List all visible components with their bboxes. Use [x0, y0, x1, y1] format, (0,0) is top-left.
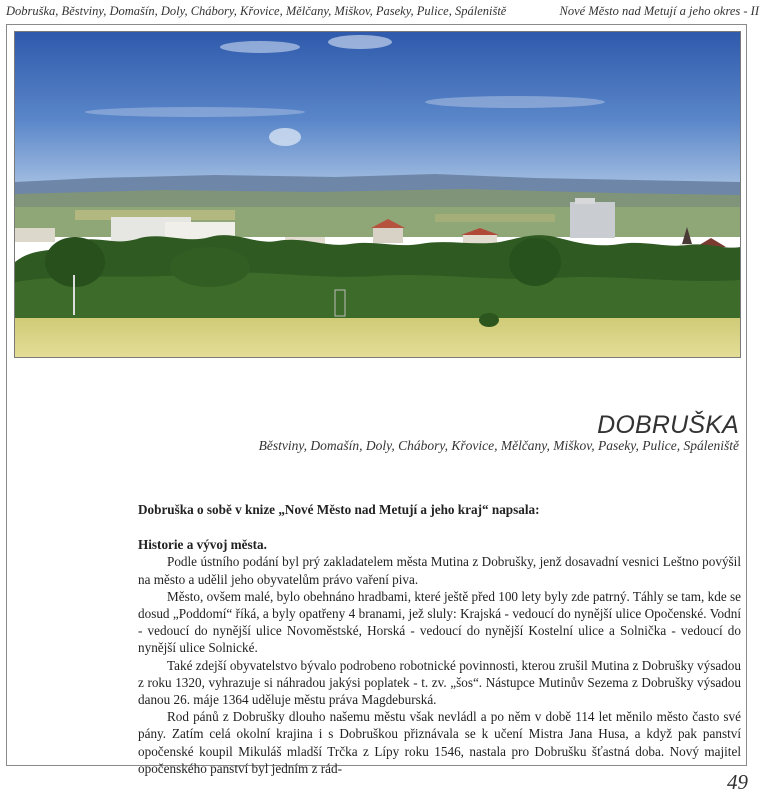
page-subtitle: Běstviny, Domašín, Doly, Chábory, Křovice, Mělčany, Miškov, Paseky, Pulice, Spáleniště	[258, 438, 739, 453]
running-header-left: Dobruška, Běstviny, Domašín, Doly, Chábory, Křovice, Mělčany, Miškov, Paseky, Pulice, Spáleniště	[6, 4, 507, 18]
lead-paragraph: Dobruška o sobě v knize „Nové Město nad Metují a jeho kraj“ napsala:	[138, 502, 540, 517]
running-header-right: Nové Město nad Metují a jeho okres - II	[559, 4, 759, 18]
landscape-photo	[14, 31, 741, 358]
page-title: DOBRUŠKA	[597, 411, 739, 439]
body-paragraph-3: Také zdejší obyvatelstvo bývalo podrobeno robotnické povinnosti, kterou zrušil Mutina z Dobrušky výsadou z roku 1320, vyhrazuje si náhradou jakýsi poplatek - t. zv. „šos“. Nástupce Mutinův Sezema z Dobrušky výsadou danou 26. máje 1364 uděluje městu práva Magdeburská.	[138, 657, 741, 708]
body-paragraph-2: Město, ovšem malé, bylo obehnáno hradbami, které ještě před 100 lety byly zde patrný. Táhly se tam, kde se dosud „Poddomí“ říká, a byly opatřeny 4 branami, jež sluly: Krajská - vedoucí do nynější ulice Opočenské. Vodní - vedoucí do nynější ulice Novoměstské, Horská - vedoucí do nynější Kostelní ulice a Solnička - vedoucí do nynější ulice Solnické.	[138, 588, 741, 656]
article-body	[138, 501, 741, 777]
body-paragraph-1: Podle ústního podání byl prý zakladatelem města Mutina z Dobrušky, jenž dosavadní vesnici Leštno povýšil na město a udělil jeho obyvatelům právo vaření piva.	[138, 554, 741, 587]
section-heading: Historie a vývoj města.	[138, 537, 267, 553]
page-number: 49	[727, 770, 748, 794]
body-paragraph-4: Rod pánů z Dobrušky dlouho našemu městu však nevládl a po něm v době 114 let měnilo město často své pány. Zatím celá okolní krajina i s Dobruškou přiznávala se k učení Mistra Jana Husa, a když pak panství opočenské koupil Mikuláš mladší Trčka z Lípy roku 1546, nastala pro Dobrušku šťastná doba. Nový majitel opočenského panství byl jedním z rád-	[138, 709, 741, 776]
